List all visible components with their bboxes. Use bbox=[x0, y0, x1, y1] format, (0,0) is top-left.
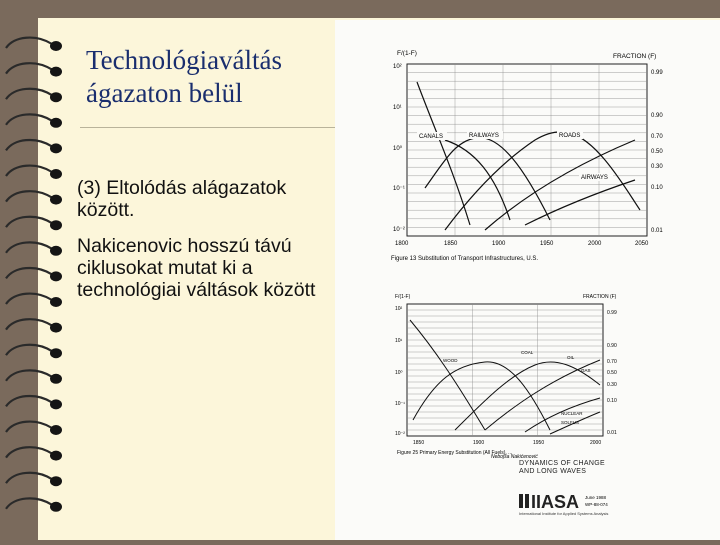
figure-bottom bbox=[395, 294, 617, 456]
spiral-coil bbox=[6, 345, 52, 355]
spiral-coil bbox=[6, 473, 52, 483]
pub-code: WP-88-074 bbox=[585, 502, 608, 507]
scanned-figures bbox=[335, 20, 720, 540]
spiral-coil bbox=[6, 63, 52, 73]
spiral-coil bbox=[6, 166, 52, 176]
top-right-tick: 0.30 bbox=[651, 164, 663, 170]
top-left-tick: 10⁰ bbox=[393, 146, 403, 152]
spiral-hole bbox=[50, 374, 62, 384]
spiral-hole bbox=[50, 143, 62, 153]
spiral-hole bbox=[50, 451, 62, 461]
spiral-hole bbox=[50, 246, 62, 256]
bottom-series-label: NUCLEAR bbox=[561, 411, 583, 416]
top-ylabel-left: F/(1-F) bbox=[397, 50, 417, 57]
top-right-tick: 0.99 bbox=[651, 70, 663, 76]
bottom-left-tick: 10⁰ bbox=[395, 370, 403, 376]
spiral-hole bbox=[50, 323, 62, 333]
top-series-label: ROADS bbox=[559, 133, 581, 139]
bottom-right-tick: 0.70 bbox=[607, 359, 617, 365]
bottom-x-tick: 1900 bbox=[473, 440, 485, 446]
spiral-coil bbox=[6, 191, 52, 201]
title-divider bbox=[80, 127, 336, 128]
top-curve-decline bbox=[417, 82, 470, 225]
top-x-tick: 1950 bbox=[540, 241, 554, 247]
bottom-left-tick: 10⁻² bbox=[395, 431, 405, 437]
bottom-series-label: COAL bbox=[521, 350, 534, 355]
top-series-label: RAILWAYS bbox=[469, 133, 499, 139]
spiral-hole bbox=[50, 271, 62, 281]
top-left-tick: 10⁻² bbox=[393, 227, 405, 233]
spiral-coil bbox=[6, 38, 52, 48]
spiral-coil bbox=[6, 294, 52, 304]
spiral-binding-icon bbox=[0, 0, 80, 540]
top-x-tick: 1800 bbox=[395, 241, 409, 247]
top-x-tick: 2050 bbox=[635, 241, 649, 247]
top-figure-caption: Figure 13 Substitution of Transport Infrastructures, U.S. bbox=[391, 256, 539, 262]
spiral-coil bbox=[6, 268, 52, 278]
publication-cover bbox=[491, 454, 619, 525]
spiral-hole bbox=[50, 220, 62, 230]
top-right-tick: 0.70 bbox=[651, 134, 663, 140]
spiral-coil bbox=[6, 89, 52, 99]
spiral-coil bbox=[6, 447, 52, 457]
bottom-series-label: SOLFUS bbox=[561, 420, 580, 425]
bottom-series-label: GAS bbox=[581, 368, 591, 373]
spiral-coil bbox=[6, 498, 52, 508]
top-x-tick: 2000 bbox=[588, 241, 602, 247]
top-series-label: CANALS bbox=[419, 134, 444, 140]
top-left-tick: 10⁻¹ bbox=[393, 186, 405, 192]
spiral-hole bbox=[50, 195, 62, 205]
top-right-tick: 0.10 bbox=[651, 185, 663, 191]
bottom-left-tick: 10⁻¹ bbox=[395, 401, 405, 407]
bottom-ylabel-left: F/(1-F) bbox=[395, 294, 411, 300]
pub-date: June 1988 bbox=[585, 495, 607, 500]
top-left-tick: 10¹ bbox=[393, 105, 402, 111]
bottom-right-tick: 0.99 bbox=[607, 310, 617, 316]
spiral-hole bbox=[50, 399, 62, 409]
bottom-curve-wood bbox=[410, 320, 485, 430]
spiral-coil bbox=[6, 422, 52, 432]
bottom-left-tick: 10² bbox=[395, 306, 403, 312]
spiral-hole bbox=[50, 169, 62, 179]
pub-logo-text: IIASA bbox=[531, 492, 580, 512]
bottom-left-tick: 10¹ bbox=[395, 338, 403, 344]
pub-institute: International Institute for Applied Systems Analysis bbox=[519, 511, 609, 516]
iiasa-logo-icon bbox=[519, 492, 579, 512]
spiral-coil bbox=[6, 370, 52, 380]
spiral-hole bbox=[50, 118, 62, 128]
bottom-x-tick: 1950 bbox=[533, 440, 545, 446]
bottom-right-tick: 0.01 bbox=[607, 430, 617, 436]
top-right-tick: 0.01 bbox=[651, 228, 663, 234]
pub-author: Nebojša Nakićenović bbox=[491, 454, 538, 460]
spiral-coil bbox=[6, 114, 52, 124]
bottom-right-tick: 0.30 bbox=[607, 382, 617, 388]
spiral-coil bbox=[6, 217, 52, 227]
bottom-right-tick: 0.50 bbox=[607, 370, 617, 376]
top-right-tick: 0.90 bbox=[651, 113, 663, 119]
bottom-curve-coal bbox=[413, 362, 550, 430]
spiral-hole bbox=[50, 67, 62, 77]
spiral-hole bbox=[50, 348, 62, 358]
spiral-hole bbox=[50, 425, 62, 435]
bottom-right-tick: 0.90 bbox=[607, 343, 617, 349]
figure-top bbox=[391, 50, 663, 262]
bottom-series-label: WOOD bbox=[443, 358, 458, 363]
top-right-tick: 0.50 bbox=[651, 149, 663, 155]
slide-title: Technológiaváltás ágazaton belül bbox=[86, 45, 283, 108]
spiral-hole bbox=[50, 297, 62, 307]
bottom-ylabel-right: FRACTION (F) bbox=[583, 294, 617, 300]
bottom-x-tick: 2000 bbox=[590, 440, 602, 446]
spiral-hole bbox=[50, 92, 62, 102]
bottom-figure-caption: Figure 25 Primary Energy Substitution (All Fuels), ... bbox=[397, 450, 513, 456]
bullet-shift-subsectors: (3) Eltolódás alágazatok között. bbox=[77, 177, 287, 221]
spiral-coil bbox=[6, 242, 52, 252]
spiral-coil bbox=[6, 396, 52, 406]
spiral-hole bbox=[50, 502, 62, 512]
top-left-tick: 10² bbox=[393, 64, 402, 70]
bullet-nakicenovic: Nakicenovic hosszú távú ciklusokat mutat ki a technológiai váltások között bbox=[77, 235, 316, 301]
bottom-series-label: OIL bbox=[567, 355, 575, 360]
bottom-right-tick: 0.10 bbox=[607, 398, 617, 404]
spiral-hole bbox=[50, 476, 62, 486]
spiral-coil bbox=[6, 319, 52, 329]
top-ylabel-right: FRACTION (F) bbox=[613, 53, 657, 60]
top-x-tick: 1850 bbox=[444, 241, 458, 247]
spiral-coil bbox=[6, 140, 52, 150]
bottom-x-tick: 1850 bbox=[413, 440, 425, 446]
top-series-label: AIRWAYS bbox=[581, 175, 608, 181]
pub-title: DYNAMICS OF CHANGE AND LONG WAVES bbox=[519, 460, 605, 475]
spiral-hole bbox=[50, 41, 62, 51]
top-x-tick: 1900 bbox=[492, 241, 506, 247]
